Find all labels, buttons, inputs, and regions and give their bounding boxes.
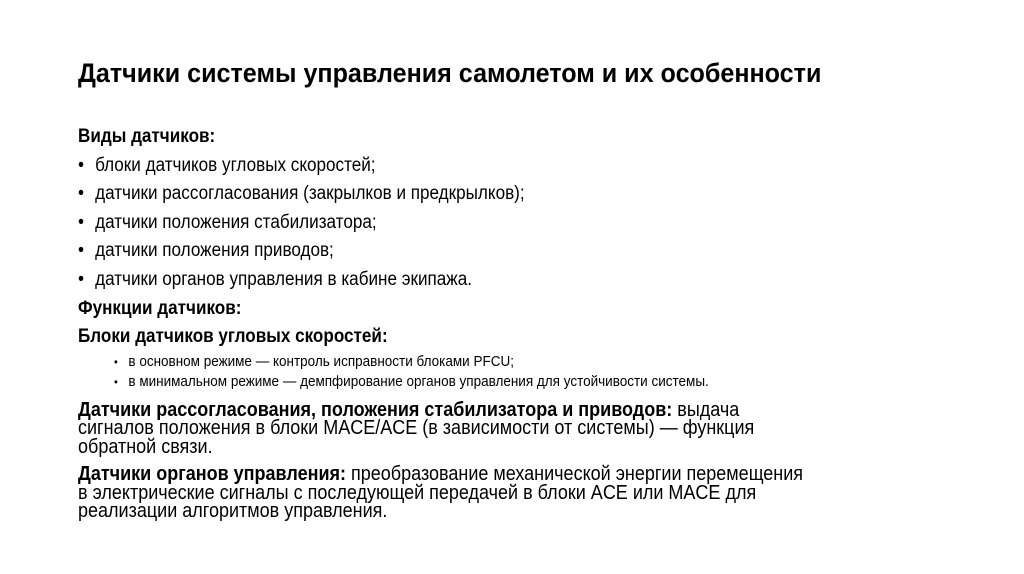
blocks-heading: Блоки датчиков угловых скоростей: <box>78 326 388 348</box>
list-item-text: датчики органов управления в кабине экипажа. <box>95 268 472 290</box>
sub-list-item-text: в основном режиме — контроль исправности блоками PFCU; <box>128 352 514 370</box>
list-item-text: датчики положения стабилизатора; <box>95 211 377 233</box>
bullet-icon: • <box>114 354 118 369</box>
paragraph-lead: Датчики рассогласования, положения стабилизатора и приводов: <box>78 398 673 421</box>
slide-content <box>78 123 960 521</box>
types-heading: Виды датчиков: <box>78 126 216 147</box>
bullet-icon: • <box>78 268 84 290</box>
paragraph-text: преобразование механической энергии перемещения <box>346 463 804 486</box>
bullet-icon: • <box>114 374 118 389</box>
paragraph-text: сигналов положения в блоки MACE/ACE (в зависимости от системы) — функция <box>78 417 755 440</box>
bullet-icon: • <box>78 211 84 233</box>
paragraph-lead: Датчики органов управления: <box>78 463 347 486</box>
paragraph-text: выдача <box>672 398 740 421</box>
paragraph-text: реализации алгоритмов управления. <box>78 500 388 523</box>
bullet-icon: • <box>78 154 84 176</box>
sub-list-item-text: в минимальном режиме — демпфирование органов управления для устойчивости системы. <box>128 372 709 390</box>
paragraph-control-sensors <box>78 465 960 521</box>
list-item <box>78 209 960 238</box>
list-item-text: блоки датчиков угловых скоростей; <box>95 154 376 176</box>
list-item <box>78 266 960 295</box>
paragraph-text: в электрические сигналы с последующей передачей в блоки ACE или MACE для <box>78 481 757 504</box>
functions-heading: Функции датчиков: <box>78 297 242 319</box>
list-item <box>78 180 960 209</box>
paragraph-text: обратной связи. <box>78 435 213 458</box>
list-item-text: датчики положения приводов; <box>95 240 334 262</box>
sub-list-item <box>78 352 960 372</box>
bullet-icon: • <box>78 183 84 205</box>
paragraph-feedback-sensors <box>78 398 960 458</box>
list-item-text: датчики рассогласования (закрылков и предкрылков); <box>95 183 525 205</box>
list-item <box>78 237 960 266</box>
list-item <box>78 152 960 181</box>
slide-title: Датчики системы управления самолетом и их особенности <box>78 58 822 88</box>
bullet-icon: • <box>78 240 84 262</box>
sub-list-item <box>78 372 960 392</box>
